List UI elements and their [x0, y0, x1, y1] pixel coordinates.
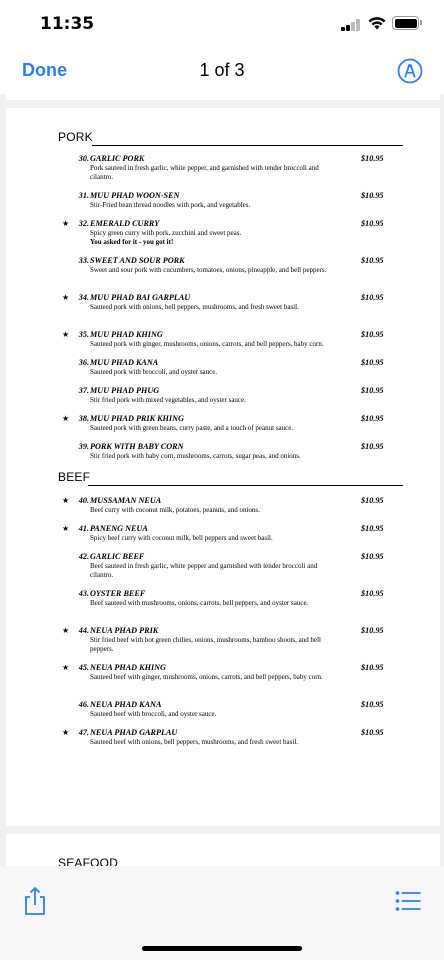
item-description — [90, 229, 330, 246]
star-icon: ★ — [62, 496, 70, 505]
item-description: Beef curry with coconut milk, potatoes, peanuts, and onions. — [90, 506, 260, 514]
item-description: Stir fried beef with hot green chilies, onions, mushrooms, bamboo shoots, and bell peppers. — [90, 636, 321, 653]
item-description: Stir fried pork with mixed vegetables, and oyster sauce. — [90, 396, 246, 404]
item-price: $10.95 — [361, 496, 384, 505]
status-time: 11:35 — [40, 14, 95, 34]
item-description: Stir fried pork with baby corn, mushrooms, carrots, sugar peas, and onions. — [90, 452, 301, 460]
item-name: MUU PHAD PRIK KHING — [90, 414, 184, 423]
item-price: $10.95 — [361, 358, 384, 367]
item-name: NEUA PHAD PRIK — [90, 626, 159, 635]
item-name: MUU PHAD KANA — [90, 358, 159, 367]
item-number: 40. — [78, 496, 89, 505]
star-icon: ★ — [62, 728, 70, 737]
item-description-text: Spicy green curry with pork, zucchini and sweet peas. — [90, 229, 242, 237]
item-price: $10.95 — [361, 191, 384, 200]
item-description: Sauteed pork with ginger, mushrooms, onions, carrots, and bell peppers, baby corn. — [90, 340, 324, 348]
item-price: $10.95 — [361, 728, 384, 737]
section-title: BEEF — [58, 470, 91, 484]
item-number: 39. — [78, 442, 89, 451]
item-price: $10.95 — [361, 219, 384, 228]
section-rule — [88, 485, 403, 486]
item-number: 44. — [78, 626, 89, 635]
cellular-signal-icon — [341, 19, 361, 31]
item-number: 43. — [78, 589, 89, 598]
next-page-preview — [6, 834, 440, 866]
item-number: 35. — [78, 330, 89, 339]
item-price: $10.95 — [361, 442, 384, 451]
item-description: Sauteed pork with green beans, curry paste, and a touch of peanut sauce. — [90, 424, 294, 432]
item-name: PORK WITH BABY CORN — [90, 442, 184, 451]
item-number: 37. — [78, 386, 89, 395]
item-description: Sauteed beef with ginger, mushrooms, onions, carrots, and bell peppers, baby corn. — [90, 673, 323, 681]
section-heading-pork — [58, 130, 403, 148]
section-title: SEAFOOD — [58, 856, 119, 866]
star-icon: ★ — [62, 330, 70, 339]
previous-page-edge — [6, 94, 440, 100]
item-name: PANENG NEUA — [90, 524, 148, 533]
battery-icon — [392, 16, 419, 30]
markup-pen-circle-icon[interactable] — [397, 58, 423, 84]
item-price: $10.95 — [361, 414, 384, 423]
item-price: $10.95 — [361, 154, 384, 163]
done-button[interactable]: Done — [22, 60, 67, 80]
star-icon: ★ — [62, 414, 70, 423]
item-description: Beef sauteed with mushrooms, onions, carrots, bell peppers, and oyster sauce. — [90, 599, 309, 607]
item-name: NEUA PHAD GARPLAU — [90, 728, 178, 737]
item-price: $10.95 — [361, 589, 384, 598]
star-icon: ★ — [62, 219, 70, 228]
item-price: $10.95 — [361, 700, 384, 709]
section-rule — [92, 145, 403, 146]
item-number: 45. — [78, 663, 89, 672]
share-icon[interactable] — [22, 886, 48, 916]
star-icon: ★ — [62, 524, 70, 533]
home-indicator — [142, 946, 302, 951]
item-number: 47. — [78, 728, 89, 737]
item-name: MUU PHAD BAI GARPLAU — [90, 293, 191, 302]
item-price: $10.95 — [361, 256, 384, 265]
item-number: 38. — [78, 414, 89, 423]
item-description: Stir-Fried bean thread noodles with pork, and vegetables. — [90, 201, 251, 209]
item-description: Sauteed beef with broccoli, and oyster sauce. — [90, 710, 217, 718]
document-viewer[interactable] — [0, 94, 444, 866]
item-price: $10.95 — [361, 626, 384, 635]
item-description: Sweet and sour pork with cucumbers, tomatoes, onions, pineapple, and bell peppers. — [90, 266, 327, 274]
item-name: GARLIC PORK — [90, 154, 145, 163]
item-name: MUU PHAD WOON-SEN — [90, 191, 180, 200]
item-name: EMERALD CURRY — [90, 219, 160, 228]
item-number: 36. — [78, 358, 89, 367]
item-name: MUU PHAD PHUG — [90, 386, 160, 395]
item-number: 41. — [78, 524, 89, 533]
item-number: 33. — [78, 256, 89, 265]
item-description: Sauteed pork with broccoli, and oyster sauce. — [90, 368, 218, 376]
section-title: PORK — [58, 130, 93, 144]
item-name: SWEET AND SOUR PORK — [90, 256, 185, 265]
item-price: $10.95 — [361, 524, 384, 533]
item-price: $10.95 — [361, 330, 384, 339]
item-name: NEUA PHAD KHING — [90, 663, 166, 672]
item-number: 46. — [78, 700, 89, 709]
item-name: MUSSAMAN NEUA — [90, 496, 162, 505]
section-heading-beef — [58, 470, 403, 488]
item-price: $10.95 — [361, 663, 384, 672]
bottom-toolbar — [0, 866, 444, 960]
document-page — [6, 108, 440, 826]
star-icon: ★ — [62, 293, 70, 302]
item-number: 42. — [78, 552, 89, 561]
battery-tip — [420, 20, 422, 25]
item-price: $10.95 — [361, 386, 384, 395]
status-bar — [0, 0, 444, 48]
item-price: $10.95 — [361, 293, 384, 302]
item-number: 32. — [78, 219, 89, 228]
section-heading-seafood — [58, 856, 403, 866]
list-icon[interactable] — [395, 890, 421, 912]
item-number: 34. — [78, 293, 89, 302]
item-description: Sauteed beef with onions, bell peppers, mushrooms, and fresh sweet basil. — [90, 738, 299, 746]
item-description: Sauteed pork with onions, bell peppers, mushrooms, and fresh sweet basil. — [90, 303, 299, 311]
item-name: NEUA PHAD KANA — [90, 700, 162, 709]
item-number: 31. — [78, 191, 89, 200]
star-icon: ★ — [62, 626, 70, 635]
wifi-icon — [368, 16, 386, 30]
item-price: $10.95 — [361, 552, 384, 561]
item-name: OYSTER BEEF — [90, 589, 146, 598]
item-description: Beef sauteed in fresh garlic, white pepper and garnished with tender broccoli and cilantro. — [90, 562, 318, 579]
item-name: GARLIC BEEF — [90, 552, 145, 561]
star-icon: ★ — [62, 663, 70, 672]
item-number: 30. — [78, 154, 89, 163]
item-description: Spicy beef curry with coconut milk, bell peppers and sweet basil. — [90, 534, 273, 542]
item-description: Pork sauteed in fresh garlic, white pepper, and garnished with tender broccoli and cilantro. — [90, 164, 319, 181]
item-note: You asked for it - you got it! — [90, 237, 174, 246]
item-name: MUU PHAD KHING — [90, 330, 163, 339]
nav-bar — [0, 48, 444, 94]
page-indicator: 1 of 3 — [199, 60, 245, 80]
